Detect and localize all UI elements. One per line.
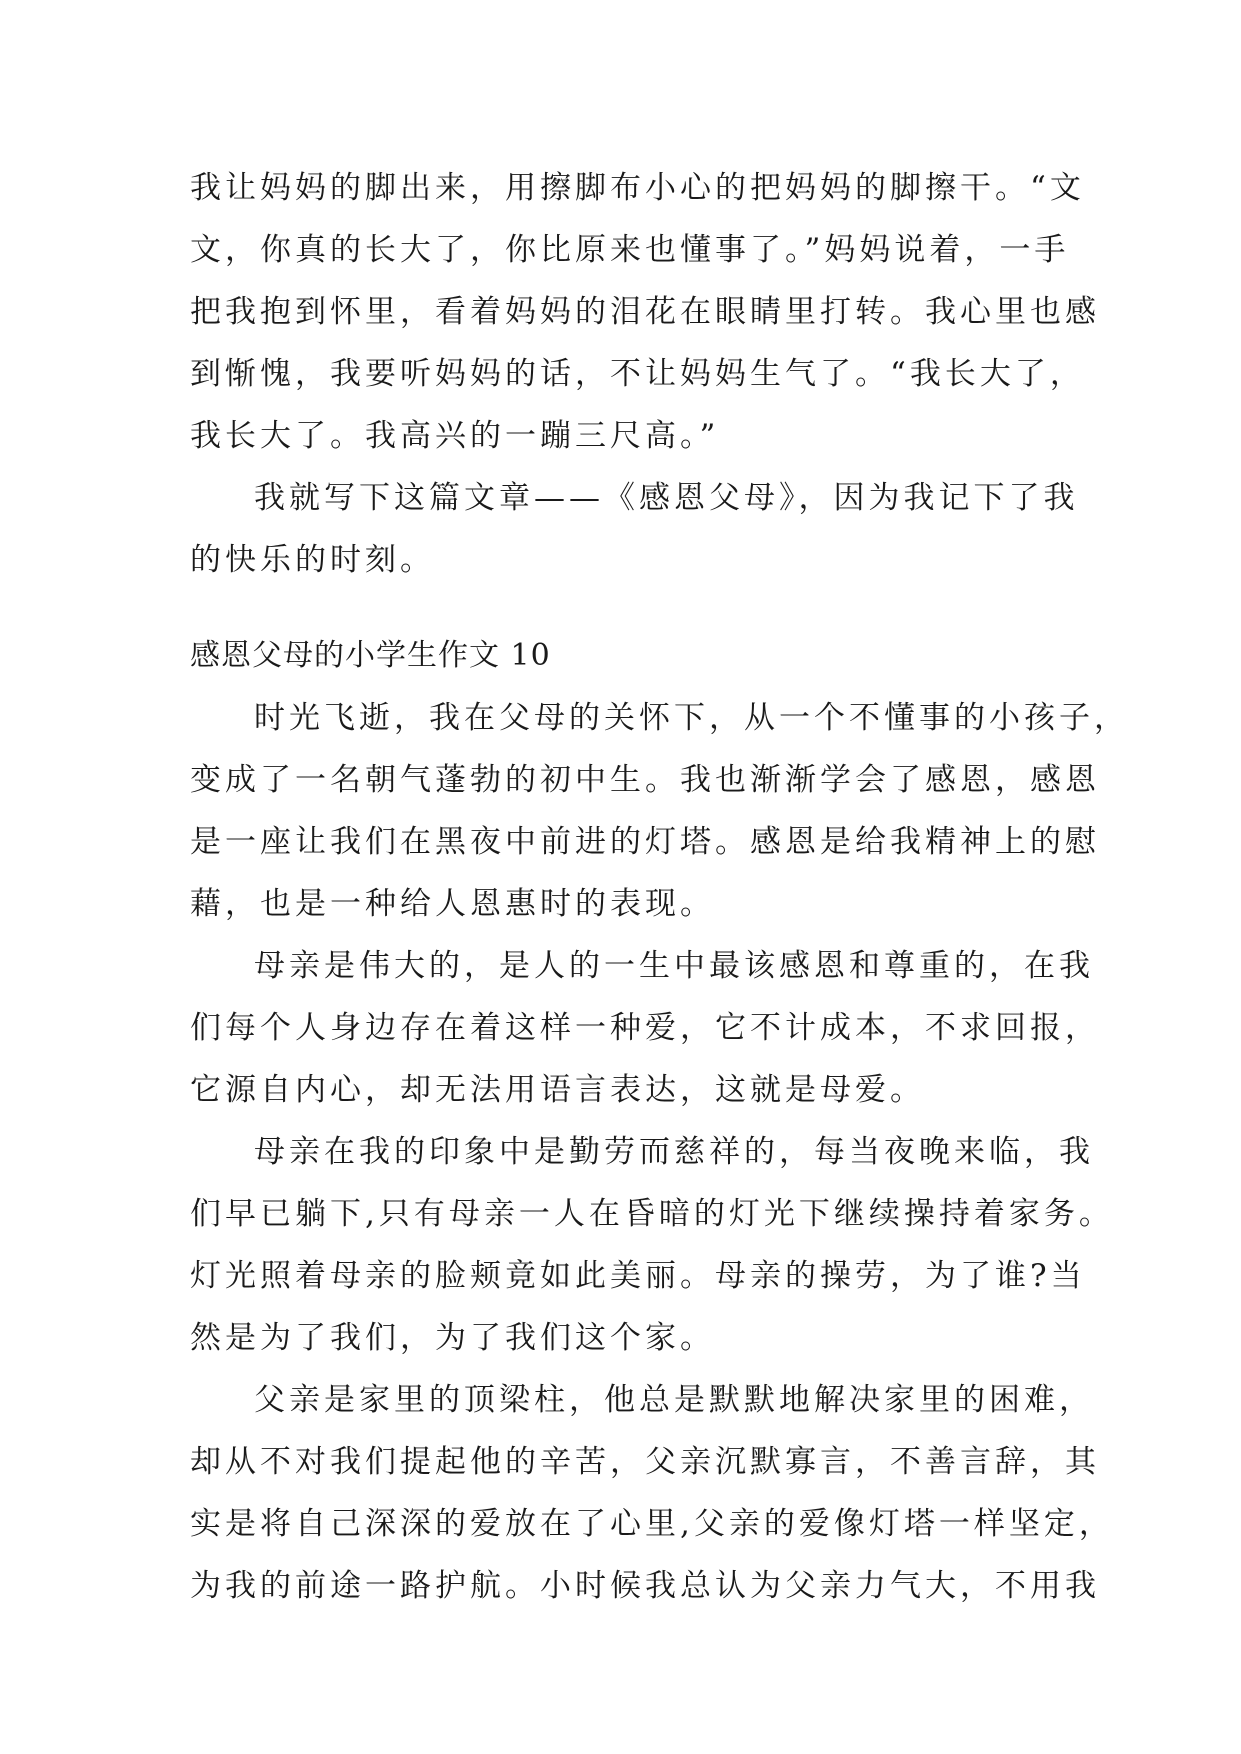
- text-line: 我长大了。我高兴的一蹦三尺高。”: [190, 418, 720, 454]
- text-line: 父亲是家里的顶梁柱，他总是默默地解决家里的困难，: [254, 1382, 1094, 1418]
- text-line: 到惭愧，我要听妈妈的话，不让妈妈生气了。“我长大了，: [190, 356, 1085, 392]
- text-line: 母亲在我的印象中是勤劳而慈祥的，每当夜晚来临，我: [254, 1134, 1094, 1170]
- text-line: 我让妈妈的脚出来，用擦脚布小心的把妈妈的脚擦干。“文: [190, 170, 1085, 206]
- text-line: 为我的前途一路护航。小时候我总认为父亲力气大，不用我: [190, 1568, 1100, 1604]
- section-heading: 感恩父母的小学生作文 10: [190, 638, 551, 673]
- text-line: 把我抱到怀里，看着妈妈的泪花在眼睛里打转。我心里也感: [190, 294, 1100, 330]
- text-line: 变成了一名朝气蓬勃的初中生。我也渐渐学会了感恩，感恩: [190, 762, 1100, 798]
- text-line: 时光飞逝，我在父母的关怀下，从一个不懂事的小孩子，: [254, 700, 1129, 736]
- text-line: 藉，也是一种给人恩惠时的表现。: [190, 886, 715, 922]
- text-line: 的快乐的时刻。: [190, 542, 435, 578]
- text-line: 是一座让我们在黑夜中前进的灯塔。感恩是给我精神上的慰: [190, 824, 1100, 860]
- text-line: 母亲是伟大的，是人的一生中最该感恩和尊重的，在我: [254, 948, 1094, 984]
- text-line: 文，你真的长大了，你比原来也懂事了。”妈妈说着，一手: [190, 232, 1070, 268]
- text-line: 然是为了我们，为了我们这个家。: [190, 1320, 715, 1356]
- text-line: 它源自内心，却无法用语言表达，这就是母爱。: [190, 1072, 925, 1108]
- text-line: 我就写下这篇文章——《感恩父母》，因为我记下了我: [254, 480, 1079, 516]
- text-line: 们早已躺下,只有母亲一人在昏暗的灯光下继续操持着家务。: [190, 1196, 1114, 1232]
- text-line: 们每个人身边存在着这样一种爱，它不计成本，不求回报，: [190, 1010, 1100, 1046]
- text-line: 实是将自己深深的爱放在了心里,父亲的爱像灯塔一样坚定，: [190, 1506, 1114, 1542]
- text-line: 灯光照着母亲的脸颊竟如此美丽。母亲的操劳，为了谁?当: [190, 1258, 1086, 1294]
- text-line: 却从不对我们提起他的辛苦，父亲沉默寡言，不善言辞，其: [190, 1444, 1100, 1480]
